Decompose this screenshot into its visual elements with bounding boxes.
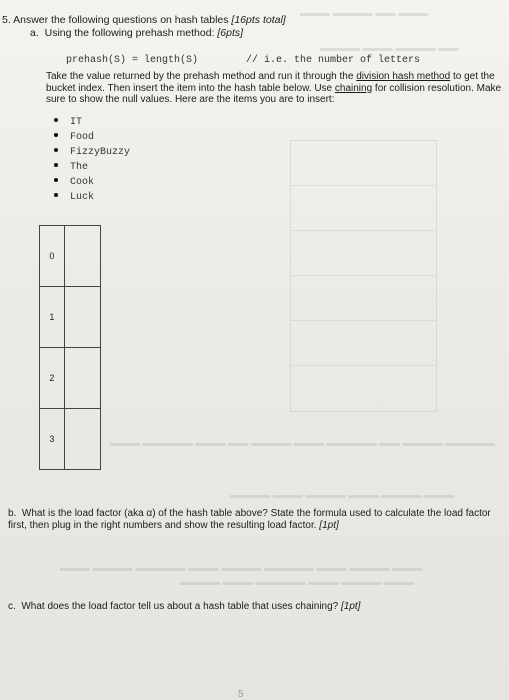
bullet-icon	[54, 148, 58, 152]
instruction-text: to get the bucket index. Then insert the item into the hash table below. Use	[46, 71, 495, 94]
table-row	[40, 409, 101, 470]
question-5-heading: 5. Answer the following questions on hash tables [16pts total]	[2, 14, 286, 26]
bucket-slot[interactable]	[64, 226, 100, 287]
list-item	[48, 130, 130, 145]
bucket-index: 2	[40, 348, 65, 409]
bucket-slot[interactable]	[64, 287, 100, 348]
part-a-heading: a. Using the following prehash method: [6pts]	[30, 27, 244, 39]
part-c-question: c. What does the load factor tell us about a hash table that uses chaining? [1pt]	[8, 601, 361, 612]
list-item	[48, 115, 130, 130]
bleed-through-line: ▬▬▬ ▬▬▬▬▬ ▬▬▬ ▬▬ ▬▬▬▬ ▬▬▬ ▬▬▬▬▬ ▬▬ ▬▬▬▬ ▬▬▬▬▬	[110, 438, 496, 449]
underlined-term: division hash method	[356, 71, 451, 82]
item-label: Food	[70, 132, 95, 143]
part-a-instructions	[46, 71, 508, 106]
bucket-index: 3	[40, 409, 65, 470]
bucket-slot[interactable]	[64, 409, 100, 470]
prehash-code: prehash(S) = length(S) // i.e. the number of letters	[66, 55, 421, 66]
items-to-insert-list	[48, 115, 130, 205]
list-item	[48, 160, 130, 175]
hash-table	[39, 225, 101, 470]
bullet-icon	[54, 163, 58, 167]
list-item	[48, 175, 130, 190]
bleed-through-line: ▬▬▬▬ ▬▬▬ ▬▬▬▬▬ ▬▬▬ ▬▬▬▬ ▬▬▬	[180, 577, 414, 588]
bullet-icon	[54, 193, 58, 197]
item-label: FizzyBuzzy	[70, 147, 131, 158]
table-row	[40, 348, 101, 409]
bucket-index: 1	[40, 287, 65, 348]
item-label: Luck	[70, 192, 95, 203]
instruction-text: for collision resolution. Make sure to show the null values. Here are the items you are to insert:	[46, 82, 502, 105]
instruction-text: Take the value returned by the prehash method and run it through the	[46, 71, 357, 82]
table-row	[40, 226, 101, 287]
item-label: Cook	[70, 177, 95, 188]
list-item	[48, 190, 130, 205]
bullet-icon	[54, 118, 58, 122]
list-item	[48, 145, 130, 160]
bullet-icon	[54, 178, 58, 182]
table-row	[40, 287, 101, 348]
part-b-question: b. What is the load factor (aka α) of the hash table above? State the formula used to calculate the load factor first, then plug in the right numbers and show the resulting load factor. [1pt]	[8, 508, 491, 531]
bleed-through-line: ▬▬▬▬ ▬▬▬ ▬▬▬▬ ▬▬▬ ▬▬▬▬ ▬▬▬	[230, 490, 454, 501]
underlined-term: chaining	[334, 82, 373, 94]
bullet-icon	[54, 133, 58, 137]
bleed-through-line: ▬▬▬ ▬▬▬▬ ▬▬▬▬▬ ▬▬▬ ▬▬▬▬ ▬▬▬▬▬ ▬▬▬ ▬▬▬▬ ▬▬▬	[60, 563, 423, 574]
bucket-slot[interactable]	[64, 348, 100, 409]
bleed-through-line: ▬▬▬▬ ▬▬▬ ▬▬▬▬ ▬▬	[320, 43, 459, 54]
item-label: IT	[70, 117, 83, 128]
bleed-through-grid	[290, 140, 437, 412]
page-number: 5	[238, 689, 244, 700]
bucket-index: 0	[40, 226, 65, 287]
item-label: The	[70, 162, 89, 173]
bleed-through-line: ▬▬▬ ▬▬▬▬ ▬▬ ▬▬▬	[300, 8, 429, 19]
